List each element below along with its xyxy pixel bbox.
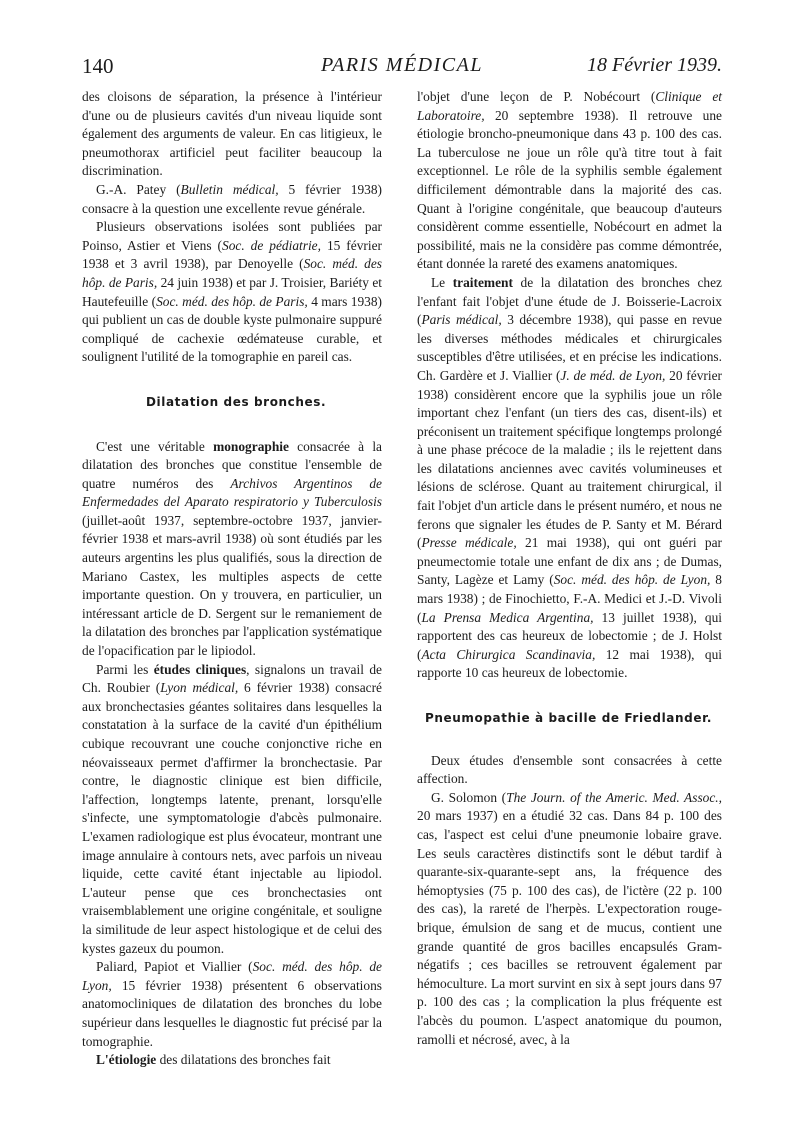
paragraph: G.-A. Patey (Bulletin médical, 5 février 1938) consacre à la question une excellente revue générale. (82, 181, 382, 216)
page-number: 140 (82, 54, 114, 78)
paragraph: G. Solomon (The Journ. of the Americ. Med. Assoc., 20 mars 1937) en a étudié 32 cas. Dans 84 p. 100 des cas, l'aspect est celui d'une pneumonie lobaire grave. Les seuls caractères distinctifs sont le début tardif à quarante-six-quarante-sept ans, la fréquence des hémoptysies (75 p. 100 des cas), de l'ictère (22 p. 100 des cas), la rareté de l'herpès. L'expectoration rouge-brique, émulsion de sang et de mucus, contient une grande quantité de gros bacilles encapsulés Gram-négatifs ; ces bacilles se retrouvent également par hémoculture. La mort survint en six à sept jours dans 97 p. 100 des cas ; la complication la plus fréquente est l'abcès du poumon. L'aspect anatomique du poumon, ramolli et nécrosé, avec, à la (417, 789, 722, 1047)
paragraph: des cloisons de séparation, la présence à l'intérieur d'une ou de plusieurs cavités d'un niveau liquide sont également des arguments de valeur. En cas litigieux, le pneumothorax artificiel peut faciliter beaucoup la discrimination. (82, 89, 382, 179)
paragraph: Parmi les études cliniques, signalons un travail de Ch. Roubier (Lyon médical, 6 février 1938) consacré aux bronchectasies géantes solitaires dans lesquelles la constatation à la surface de la cavité d'un épithélium cubique recouvrant une couche conjonctive riche en néovaisseaux permet d'affirmer la bronchectasie. Par contre, le diagnostic clinique est bien difficile, l'affection, longtemps latente, prenant, lorsqu'elle s'infecte, une symptomatologie d'abcès pulmonaire. L'examen radiologique est plus évocateur, montrant une image annulaire à contours nets, avec parfois un niveau liquide, cette cavité étant injectable au lipiodol. L'auteur pense que ces bronchectasies ont vraisemblablement une origine congénitale, et souligne la similitude de leur aspect histologique et de celui des kystes gazeux du poumon. (82, 661, 382, 956)
paragraph: l'objet d'une leçon de P. Nobécourt (Clinique et Laboratoire, 20 septembre 1938). Il retrouve une étiologie broncho-pneumonique dans 43 p. 100 des cas. La tuberculose ne joue un rôle qu'à titre tout à fait exceptionnel. Le rôle de la syphilis semble également difficilement démontrable dans la majorité des cas. Quant à l'origine congénitale, que beaucoup d'auteurs considèrent comme essentielle, Nobécourt en admet la possibilité, mais ne la considère pas comme démontrée, étant donnée la rareté des examens anatomiques. (417, 89, 722, 272)
paragraph: Deux études d'ensemble sont consacrées à cette affection. (417, 752, 722, 787)
section-title-friedlander: Pneumopathie à bacille de Friedlander. (425, 711, 713, 725)
right-column (417, 88, 722, 1049)
paragraph: Le traitement de la dilatation des bronches chez l'enfant fait l'objet d'une étude de J. Boisserie-Lacroix (Paris médical, 3 décembre 1938), qui passe en revue les diverses méthodes médicales et chirurgicales susceptibles d'être utilisées, et en précise les indications. Ch. Gardère et J. Viallier (J. de méd. de Lyon, 20 février 1938) considèrent encore que la syphilis joue un rôle important chez l'enfant (un tiers des cas, disent-ils) et préconisent un traitement spécifique longtemps prolongé à une phase précoce de la maladie ; ils le rejettent dans les dilatations anciennes avec cavités volumineuses et lésions de sclérose. Quant au traitement chirurgical, il fait l'objet d'un article dans le présent numéro, et nous ne ferons que signaler les études de P. Santy et M. Bérard (Presse médicale, 21 mai 1938), qui ont guéri par pneumectomie totale une enfant de dix ans ; de Dumas, Santy, Lagèze et Lamy (Soc. méd. des hôp. de Lyon, 8 mars 1938) ; de Finochietto, F.-A. Medici et J.-D. Vivoli (La Prensa Medica Argentina, 13 juillet 1938), qui rapportent des cas heureux de lobectomie ; de J. Holst (Acta Chirurgica Scandinavia, 12 mai 1938), qui rapporte 10 cas heureux de lobectomie. (417, 274, 723, 681)
issue-date: 18 Février 1939. (587, 54, 722, 76)
left-column (82, 88, 382, 1070)
paragraph: L'étiologie des dilatations des bronches fait (96, 1052, 331, 1068)
paragraph: Plusieurs observations isolées sont publiées par Poinso, Astier et Viens (Soc. de pédiatrie, 15 février 1938 et 3 avril 1938), par Denoyelle (Soc. méd. des hôp. de Paris, 24 juin 1938) et par J. Troisier, Bariéty et Hautefeuille (Soc. méd. des hôp. de Paris, 4 mars 1938) qui publient un cas de double kyste pulmonaire suppuré compliqué de cachexie œdémateuse curable, et soulignent l'utilité de la tomographie en pareil cas. (82, 219, 382, 365)
paragraph: Paliard, Papiot et Viallier (Soc. méd. des hôp. de Lyon, 15 février 1938) présentent 6 observations anatomocliniques de dilatation des bronches du lobe supérieur dans lesquelles le diagnostic fut précisé par la tomographie. (82, 959, 382, 1049)
section-title-dilatation: Dilatation des bronches. (146, 394, 327, 409)
paragraph: C'est une véritable monographie consacrée à la dilatation des bronches que constitue l'ensemble de quatre numéros des Archivos Argentinos de Enfermedades del Aparato respiratorio y Tuberculosis (juillet-août 1937, septembre-octobre 1937, janvier-février 1938 et mars-avril 1938) où sont étudiés par les auteurs argentins les plus qualifiés, sous la direction de Mariano Castex, les multiples aspects de cette importante question. On y trouvera, en particulier, un intéressant article de D. Sergent sur le remaniement de la dilatation des bronches par l'application systématique de l'opacification par le lipiodol. (82, 438, 383, 659)
page-header (82, 54, 722, 86)
journal-title: PARIS MÉDICAL (321, 54, 483, 76)
